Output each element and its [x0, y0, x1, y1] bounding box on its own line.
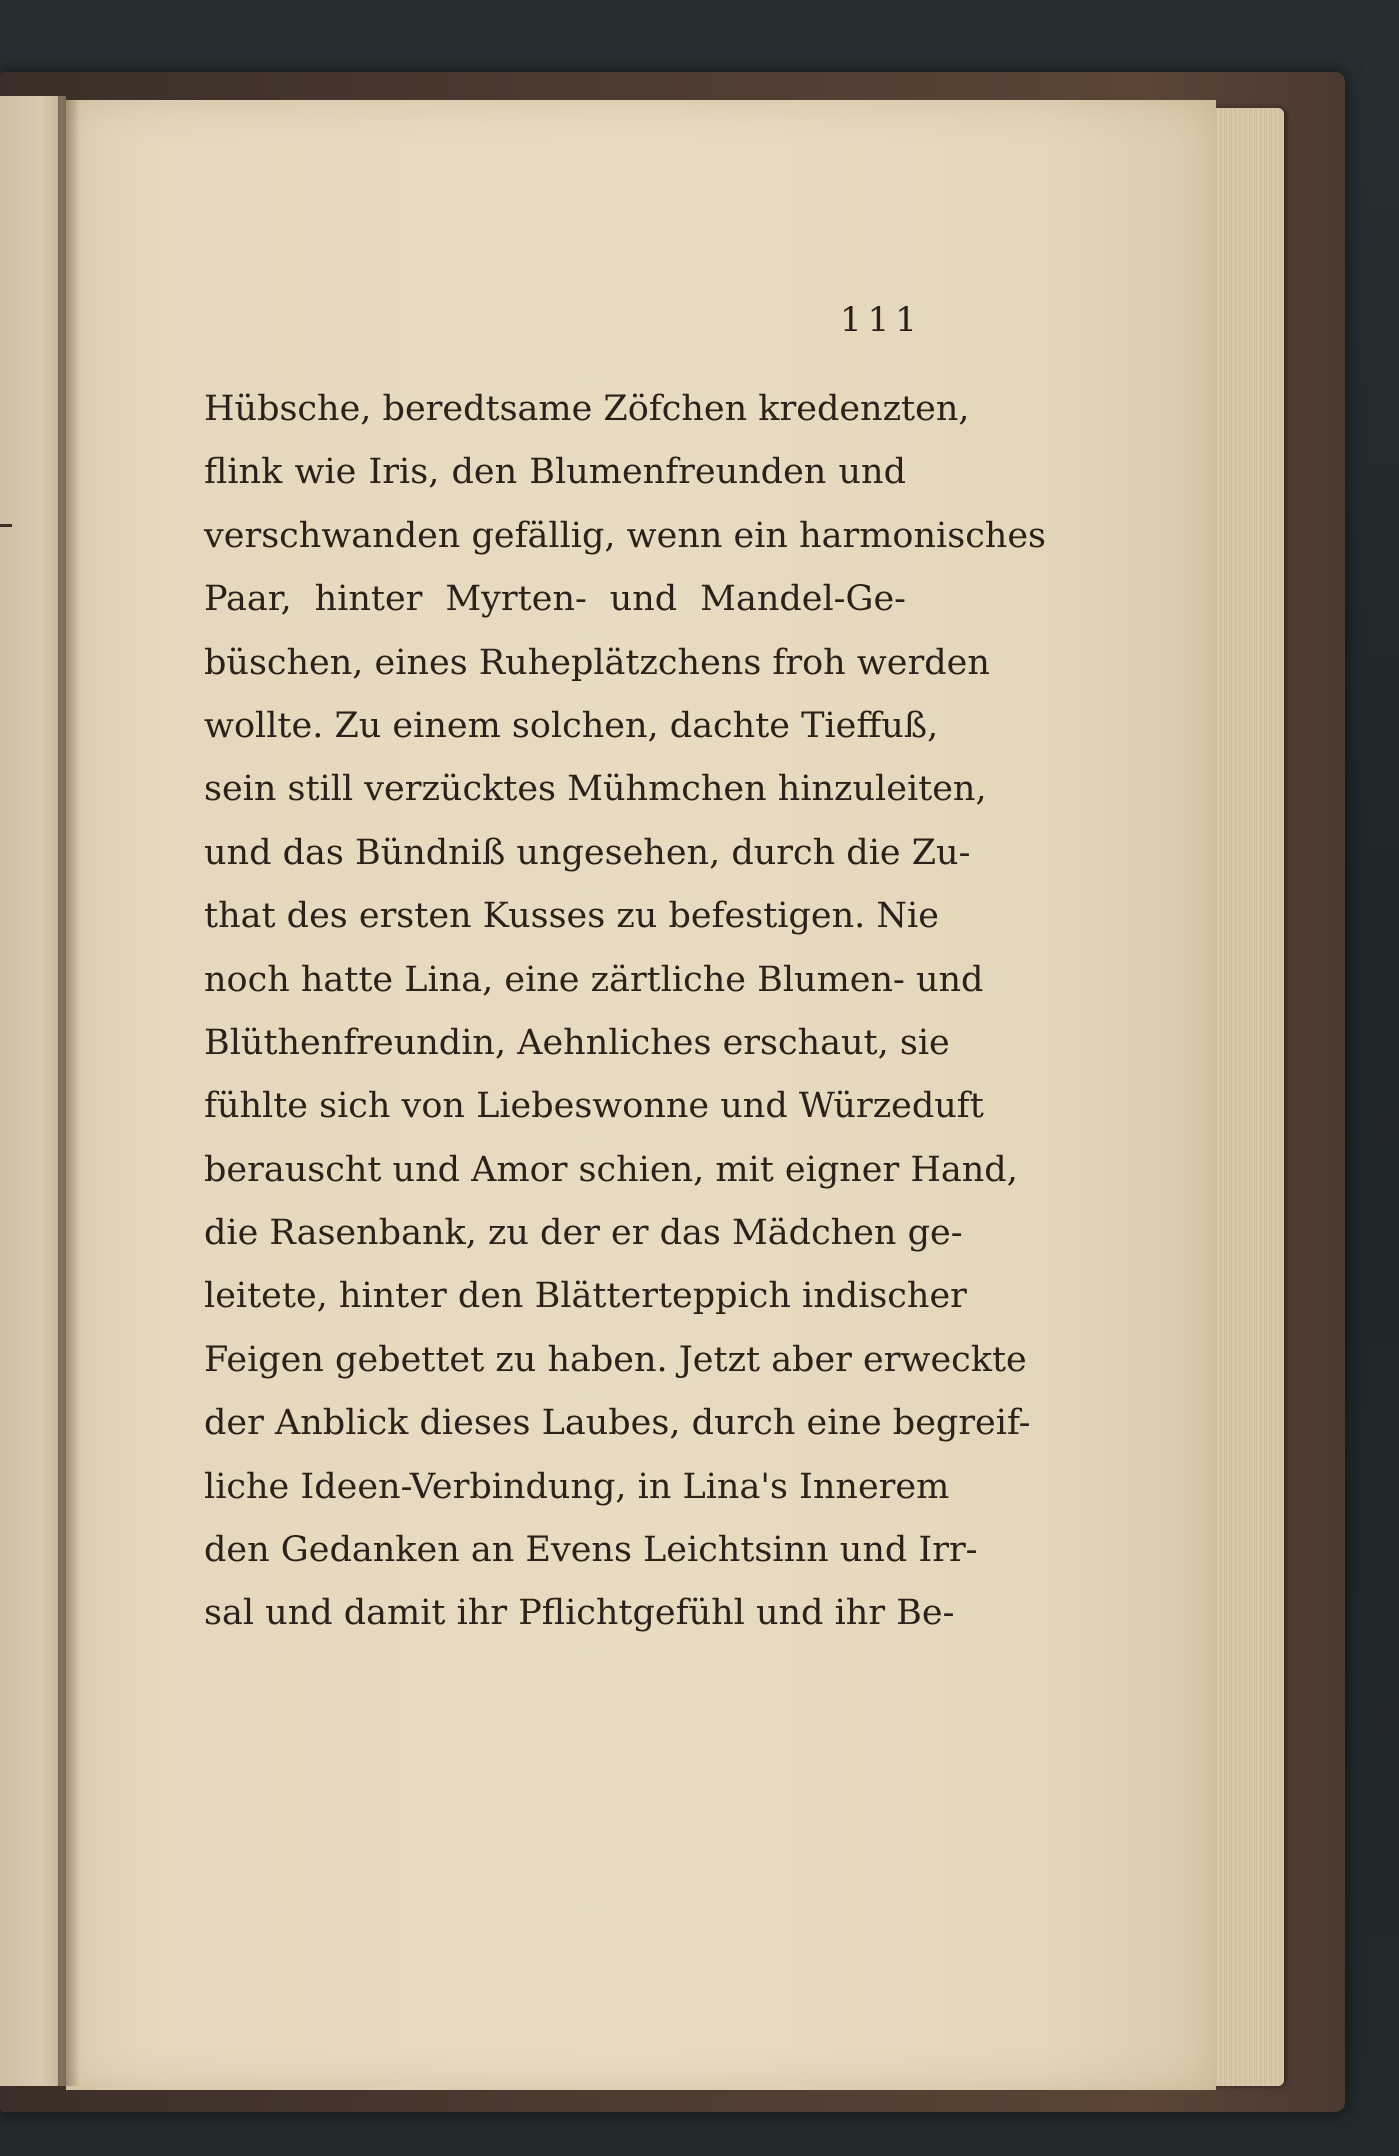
text-line: noch hatte Lina, eine zärtliche Blumen- und	[204, 959, 984, 1000]
text-line: der Anblick dieses Laubes, durch eine begreif-	[204, 1403, 1031, 1444]
text-line: flink wie Iris, den Blumenfreunden und	[204, 452, 906, 493]
text-line: und das Bündniß ungesehen, durch die Zu-	[204, 832, 971, 873]
text-line: liche Ideen-Verbindung, in Lina's Innerem	[204, 1466, 950, 1507]
text-line: sal und damit ihr Pflichtgefühl und ihr Be-	[204, 1593, 955, 1634]
text-line: büschen, eines Ruheplätzchens froh werden	[204, 642, 990, 683]
text-line: leitete, hinter den Blätterteppich indischer	[204, 1276, 967, 1317]
text-line: Feigen gebettet zu haben. Jetzt aber erweckte	[204, 1339, 1027, 1380]
text-line: that des ersten Kusses zu befestigen. Nie	[204, 896, 939, 937]
text-line: Paar, hinter Myrten- und Mandel-Ge-	[204, 579, 906, 620]
gutter-shadow	[58, 96, 80, 2086]
text-line: wollte. Zu einem solchen, dachte Tieffuß,	[204, 705, 939, 746]
text-line: sein still verzücktes Mühmchen hinzuleiten,	[204, 769, 987, 810]
text-line: verschwanden gefällig, wenn ein harmonisches	[204, 515, 1047, 556]
body-text	[204, 378, 1047, 1646]
text-line: berauscht und Amor schien, mit eigner Hand,	[204, 1149, 1018, 1190]
left-page-edge	[0, 96, 66, 2086]
text-line: Hübsche, beredtsame Zöfchen kredenzten,	[204, 389, 970, 429]
text-line: fühlte sich von Liebeswonne und Würzeduft	[204, 1086, 984, 1127]
page-number: 111	[840, 300, 923, 340]
text-line: Blüthenfreundin, Aehnliches erschaut, sie	[204, 1022, 950, 1063]
page-mark	[0, 524, 12, 527]
text-line: den Gedanken an Evens Leichtsinn und Irr-	[204, 1530, 978, 1571]
text-line: die Rasenbank, zu der er das Mädchen ge-	[204, 1213, 963, 1254]
